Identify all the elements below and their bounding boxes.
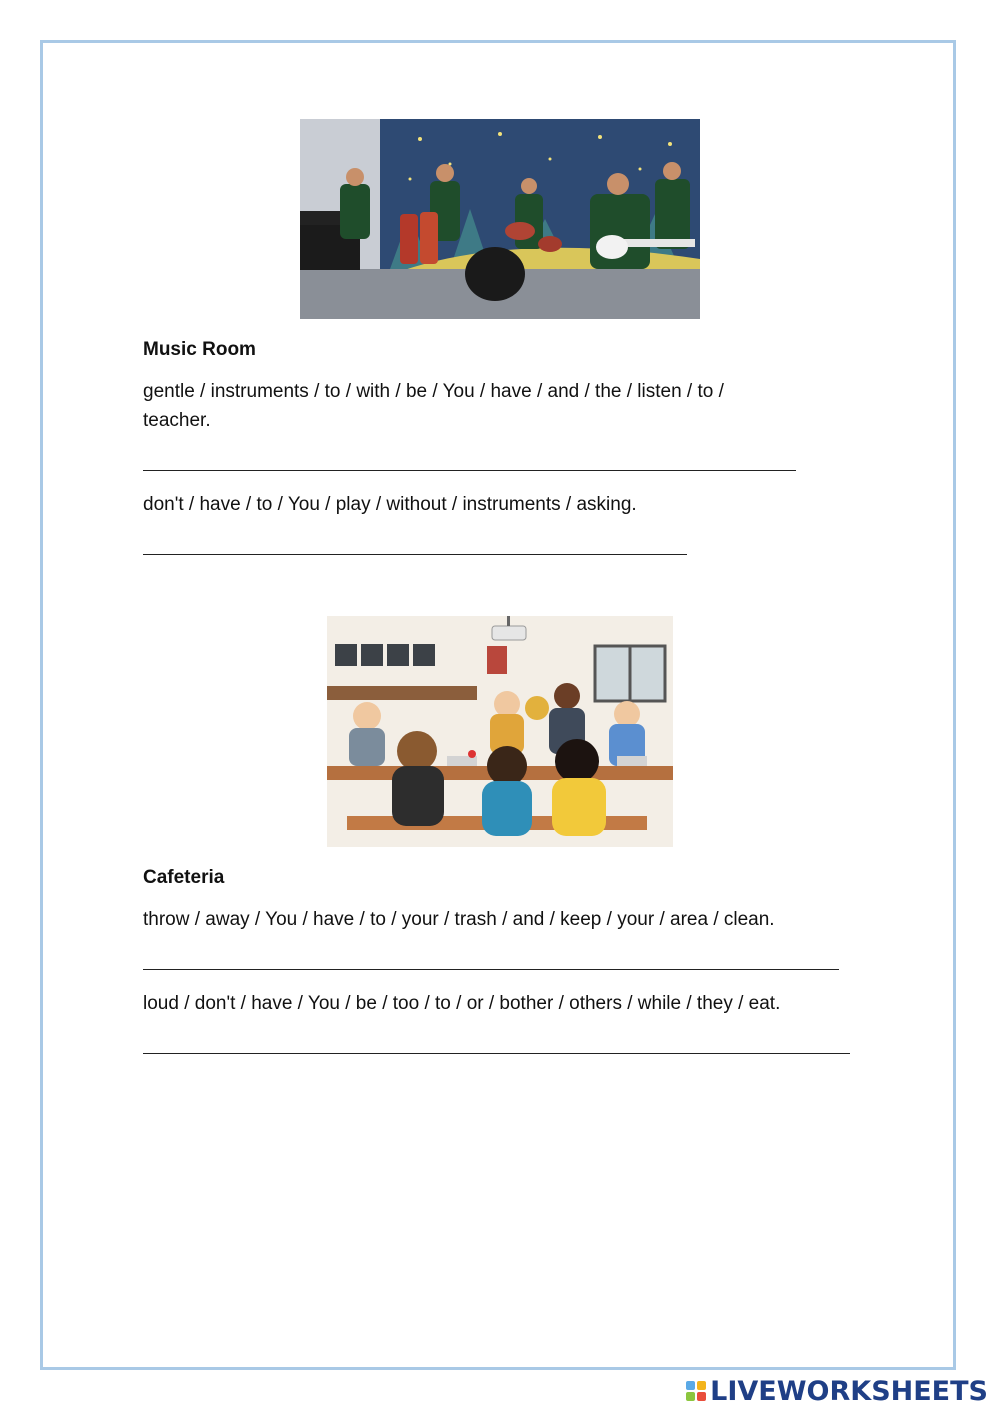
exercise-prompt: don't / have / to / You / play / without / instruments / asking. [143,494,637,515]
section-heading-cafeteria: Cafeteria [143,867,225,888]
logo-text: LIVEWORKSHEETS [710,1375,988,1407]
liveworksheets-logo[interactable] [686,1376,988,1406]
exercise-prompt [143,377,724,435]
answer-line[interactable] [143,470,796,471]
exercise-prompt-line2: teacher. [143,410,211,431]
liveworksheets-grid-icon [686,1381,706,1401]
exercise-prompt-line1: gentle / instruments / to / with / be / You / have / and / the / listen / to / [143,381,724,402]
answer-line[interactable] [143,969,839,970]
section-heading-music-room: Music Room [143,339,256,360]
answer-line[interactable] [143,1053,850,1054]
music-room-photo [300,119,700,319]
exercise-prompt: throw / away / You / have / to / your / trash / and / keep / your / area / clean. [143,909,775,930]
answer-line[interactable] [143,554,687,555]
exercise-prompt: loud / don't / have / You / be / too / to / or / bother / others / while / they / eat. [143,993,781,1014]
cafeteria-illustration [327,616,673,847]
